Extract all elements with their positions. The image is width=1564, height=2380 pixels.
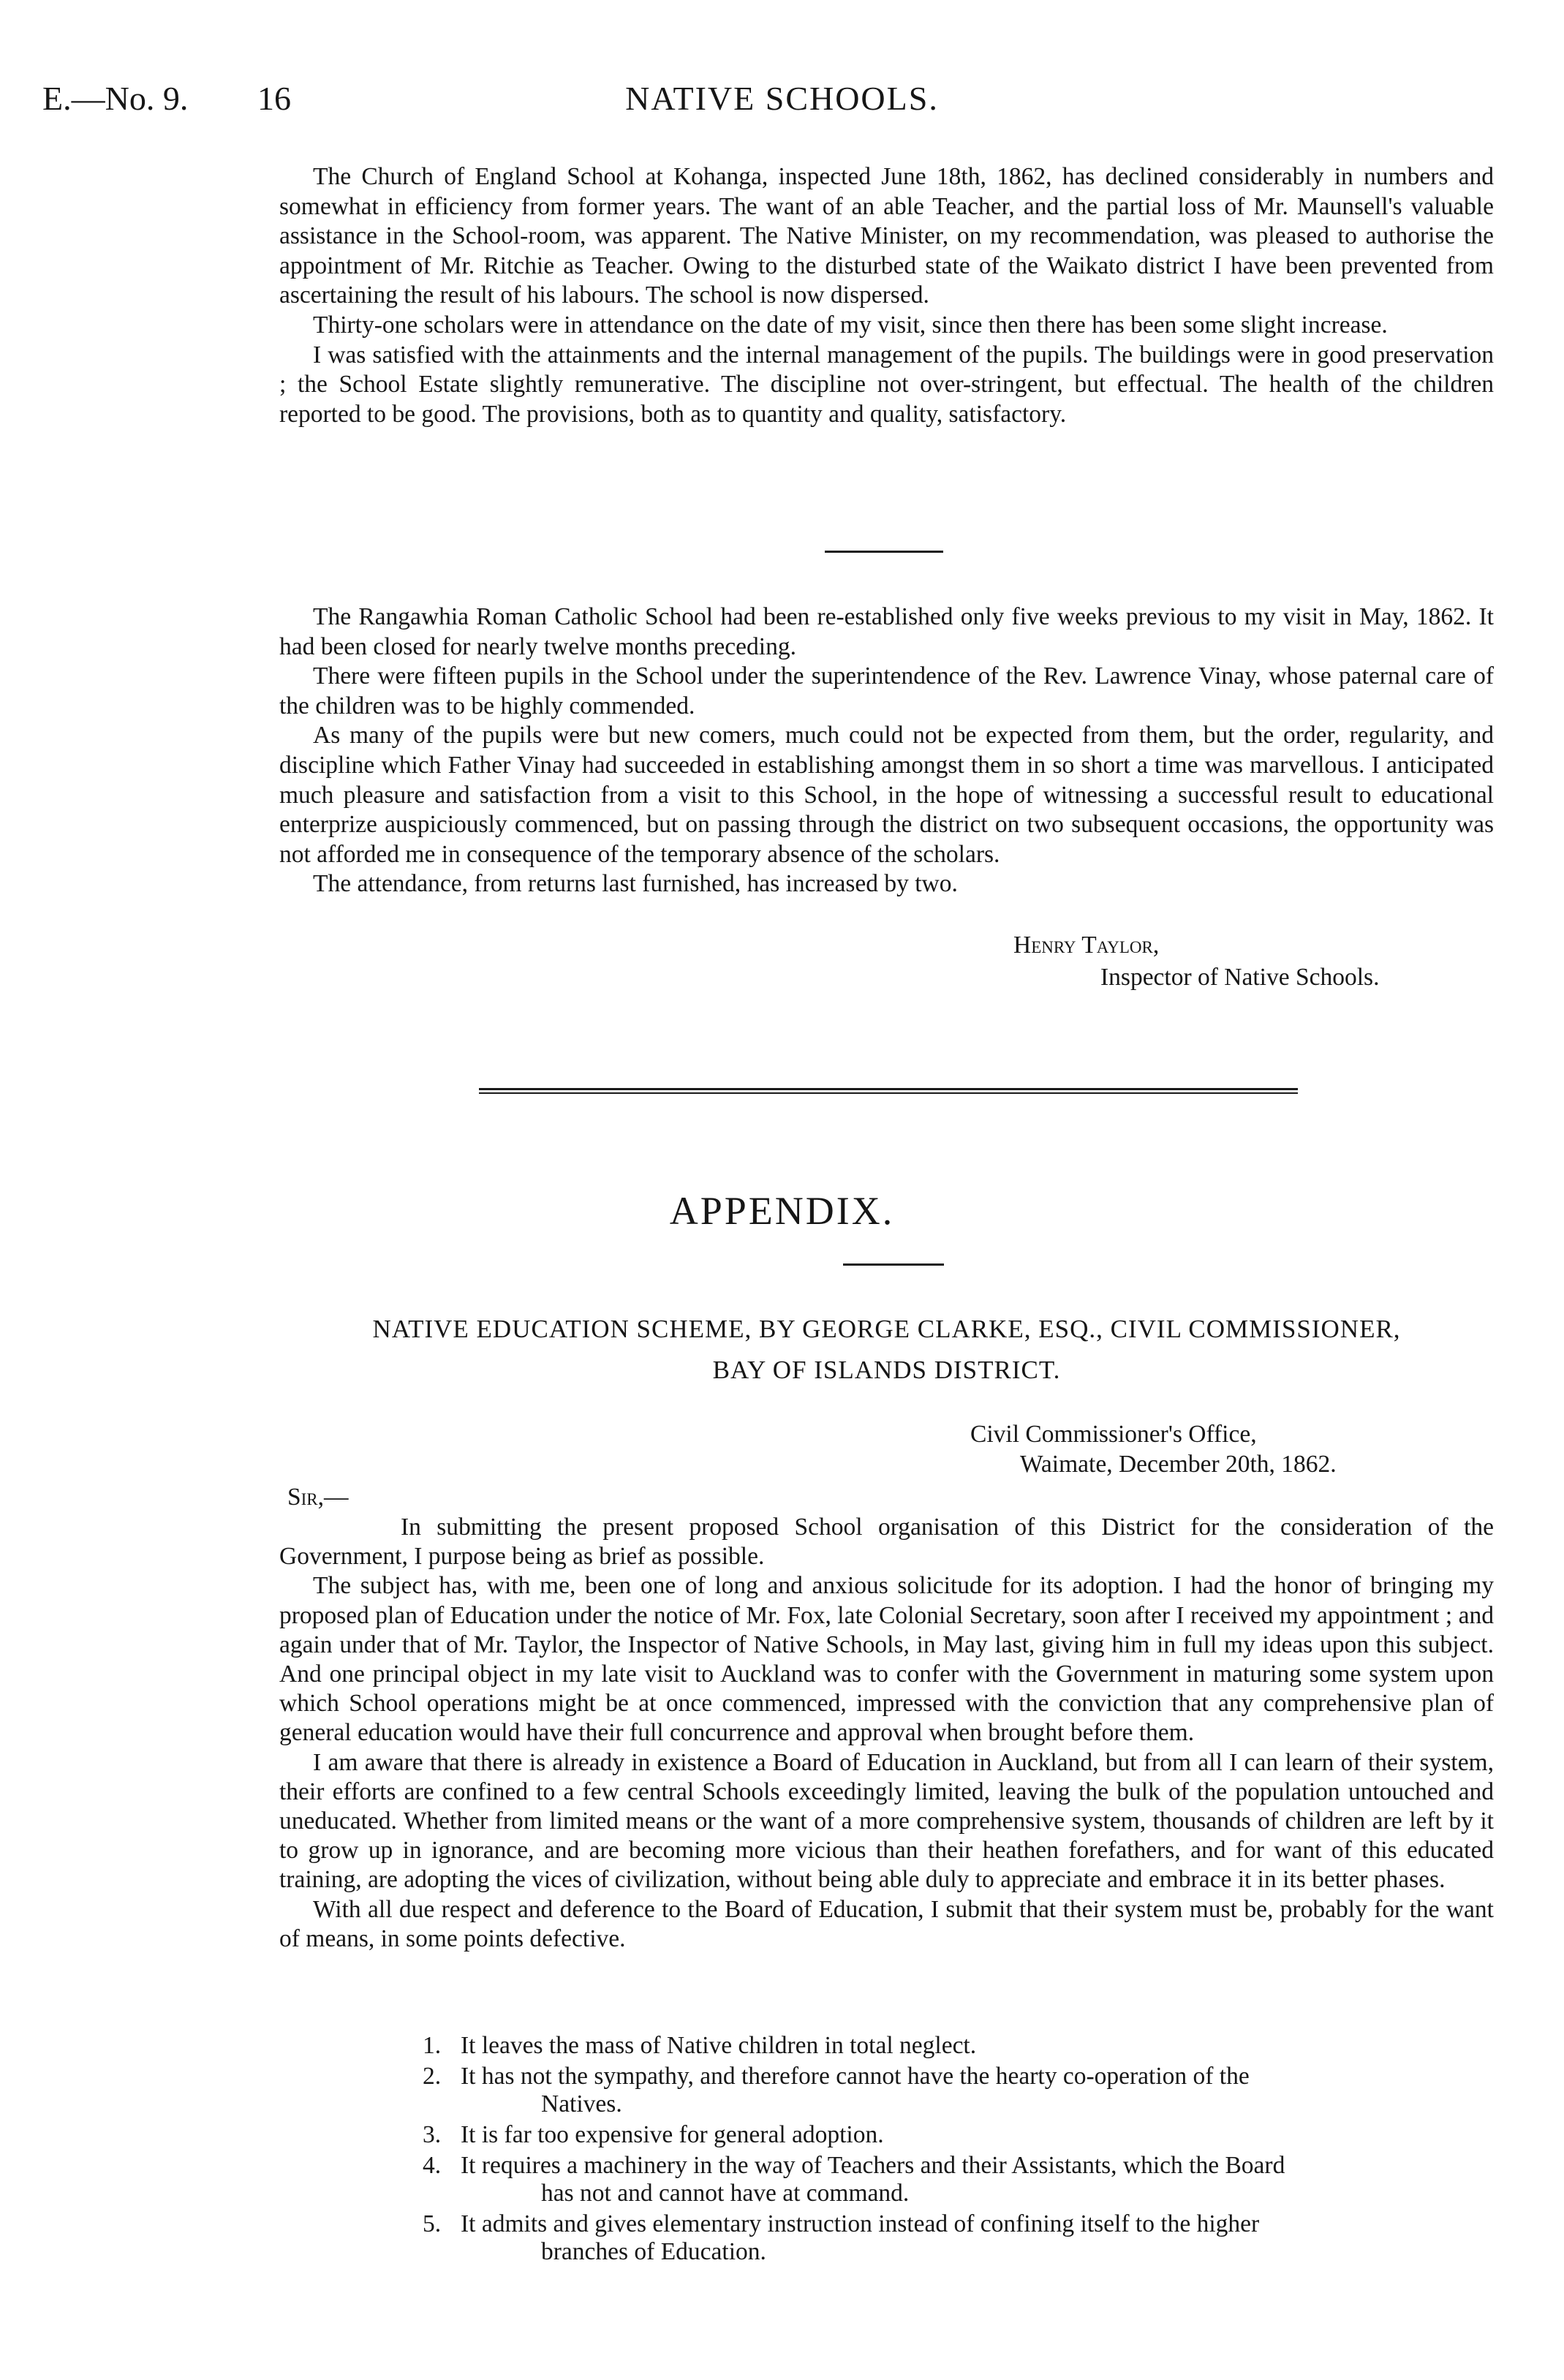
salutation: Sir,— [287, 1484, 349, 1511]
section-divider [825, 551, 943, 553]
paragraph: I was satisfied with the attainments and the internal management of the pupils. The buildings were in good preservation ; the School Estate slightly remunerative. The discipline not over-stringent, but effectual. The health of the children reported to be good. The provisions, both as to quantity and quality, satisfactory. [279, 341, 1494, 428]
paragraph: With all due respect and deference to the Board of Education, I submit that their system must be, probably for the want of means, in some points defective. [279, 1895, 1494, 1952]
page-number: 16 [257, 80, 291, 117]
signature-name: Henry Taylor, [1013, 932, 1160, 959]
scheme-title-line: NATIVE EDUCATION SCHEME, BY GEORGE CLARKE, ESQ., CIVIL COMMISSIONER, [372, 1315, 1401, 1343]
paragraph: There were fifteen pupils in the School under the superintendence of the Rev. Lawrence Vinay, whose paternal care of the children was to be highly commended. [279, 662, 1494, 719]
section-divider-long [479, 1088, 1298, 1090]
office-address: Civil Commissioner's Office, [970, 1421, 1257, 1448]
appendix-body [279, 1513, 1494, 1954]
section-divider-long [479, 1092, 1298, 1094]
paragraph: Thirty-one scholars were in attendance on the date of my visit, since then there has been some slight increase. [313, 311, 1388, 339]
paragraph: As many of the pupils were but new comers, much could not be expected from them, but the order, regularity, and discipline which Father Vinay had succeeded in establishing amongst them in so short a time was marvellous. I anticipated much pleasure and satisfaction from a visit to this School, in the hope of witnessing a successful result to educational enterprize auspiciously commenced, but on passing through the district on two subsequent occasions, the opportunity was not afforded me in consequence of the temporary absence of the scholars. [279, 722, 1494, 868]
appendix-divider [843, 1263, 944, 1266]
list-item: 2. It has not the sympathy, and therefore cannot have the hearty co-operation of the Natives. [423, 2063, 1250, 2118]
list-item: 5. It admits and gives elementary instruction instead of confining itself to the higher branches of Education. [423, 2210, 1260, 2265]
paragraph: The subject has, with me, been one of long and anxious solicitude for its adoption. I had the honor of bringing my proposed plan of Education under the notice of Mr. Fox, late Colonial Secretary, soon after I received my appointment ; and again under that of Mr. Taylor, the Inspector of Native Schools, in May last, giving him in full my ideas upon this subject. And one principal object in my late visit to Auckland was to confer with the Government in maturing some system upon which School operations might be at once commenced, impressed with the conviction that any comprehensive plan of general education would have their full concurrence and approval when brought before them. [279, 1572, 1494, 1747]
scheme-title-line: BAY OF ISLANDS DISTRICT. [712, 1356, 1061, 1384]
document-reference: E.—No. 9. [42, 80, 189, 117]
rangawhia-report [279, 602, 1494, 899]
paragraph: I am aware that there is already in existence a Board of Education in Auckland, but from all I can learn of their system, their efforts are confined to a few central Schools exceedingly limited, leaving the bulk of the population untouched and uneducated. Whether from limited means or the want of a more comprehensive system, thousands of children are left by it to grow up in ignorance, and are becoming more vicious than their heathen forefathers, and for want of this educated training, are adopting the vices of civilization, without being able duly to appreciate and embrace it in its better phases. [279, 1748, 1494, 1894]
page-title: NATIVE SCHOOLS. [625, 80, 939, 117]
list-item: 4. It requires a machinery in the way of Teachers and their Assistants, which the Board has not and cannot have at command. [423, 2152, 1285, 2207]
paragraph: The attendance, from returns last furnished, has increased by two. [313, 870, 958, 898]
list-item: 1. It leaves the mass of Native children in total neglect. [423, 2032, 977, 2059]
page-header [0, 79, 1564, 130]
paragraph: The Rangawhia Roman Catholic School had been re-established only five weeks previous to my visit in May, 1862. It had been closed for nearly twelve months preceding. [279, 603, 1494, 660]
list-item: 3. It is far too expensive for general adoption. [423, 2121, 884, 2148]
defects-list [423, 2032, 1494, 2269]
appendix-heading: APPENDIX. [669, 1189, 895, 1233]
paragraph: In submitting the present proposed School organisation of this District for the consideration of the Government, I purpose being as brief as possible. [279, 1514, 1494, 1571]
scheme-title [279, 1309, 1494, 1391]
paragraph: The Church of England School at Kohanga, inspected June 18th, 1862, has declined considerably in numbers and somewhat in efficiency from former years. The want of an able Teacher, and the partial loss of Mr. Maunsell's valuable assistance in the School-room, was apparent. The Native Minister, on my recommendation, was pleased to authorise the appointment of Mr. Ritchie as Teacher. Owing to the disturbed state of the Waikato district I have been prevented from ascertaining the result of his labours. The school is now dispersed. [279, 163, 1494, 309]
signature-title: Inspector of Native Schools. [1100, 964, 1380, 991]
letter-date: Waimate, December 20th, 1862. [1020, 1451, 1337, 1478]
kohanga-report [279, 162, 1494, 429]
